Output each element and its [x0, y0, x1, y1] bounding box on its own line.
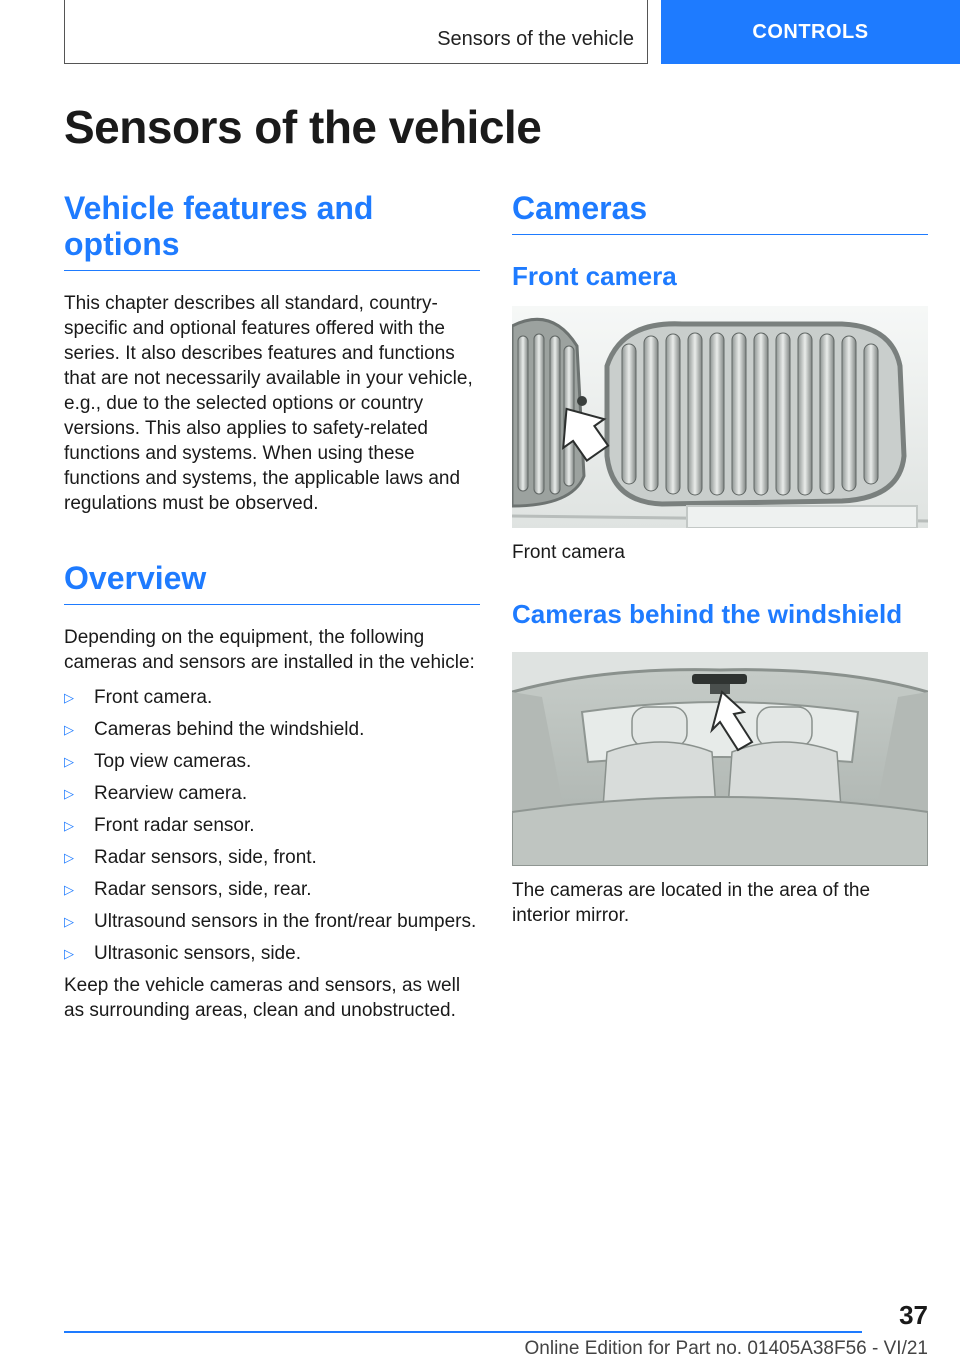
- heading-front-camera: Front camera: [512, 261, 677, 291]
- heading-cameras-windshield: Cameras behind the windshield: [512, 599, 903, 629]
- triangle-bullet-icon: ▷: [64, 850, 74, 865]
- car-interior-drawing: [512, 652, 928, 866]
- heading-cameras: Cameras: [512, 190, 928, 235]
- windshield-camera-illustration: [512, 652, 928, 866]
- heading-vehicle-features: Vehicle features and options: [64, 190, 480, 271]
- triangle-bullet-icon: ▷: [64, 786, 74, 801]
- page-title: Sensors of the vehicle: [64, 101, 542, 153]
- features-paragraph: This chapter describes all standard, country-specific and optional features offered with the series. It also describes features and functions that are not necessarily available in your vehicle, e.g., due to the selected options or country versions. This also applies to safety-related functions and systems. When using these functions and systems, the applicable laws and regulations must be observed.: [64, 293, 473, 514]
- list-item: ▷ Ultrasound sensors in the front/rear bumpers.: [64, 911, 477, 932]
- list-item: ▷ Radar sensors, side, front.: [64, 847, 317, 868]
- footer-divider: [64, 1331, 862, 1333]
- list-item: ▷ Top view cameras.: [64, 751, 252, 772]
- page-number: 37: [899, 1300, 928, 1330]
- list-item: ▷ Front camera.: [64, 687, 213, 708]
- windshield-caption: The cameras are located in the area of the interior mirror.: [512, 880, 871, 926]
- list-item: ▷ Rearview camera.: [64, 783, 248, 804]
- triangle-bullet-icon: ▷: [64, 722, 74, 737]
- header-section-title: Sensors of the vehicle: [437, 28, 634, 50]
- list-item: ▷ Radar sensors, side, rear.: [64, 879, 312, 900]
- front-camera-illustration: [512, 306, 928, 528]
- list-item: ▷ Cameras behind the windshield.: [64, 719, 365, 740]
- right-column: [512, 190, 928, 928]
- overview-footer-paragraph: Keep the vehicle cameras and sensors, as well as surrounding areas, clean and unobstructed.: [64, 975, 461, 1021]
- front-camera-caption: Front camera: [512, 542, 625, 563]
- list-item: ▷ Front radar sensor.: [64, 815, 255, 836]
- list-item: ▷ Ultrasonic sensors, side.: [64, 943, 301, 964]
- triangle-bullet-icon: ▷: [64, 914, 74, 929]
- front-grille-drawing: [512, 306, 928, 528]
- heading-overview: Overview: [64, 560, 480, 605]
- left-column: [64, 190, 480, 1023]
- sensor-list: [64, 685, 480, 966]
- triangle-bullet-icon: ▷: [64, 690, 74, 705]
- footer-edition-text: Online Edition for Part no. 01405A38F56 - VI/21: [524, 1338, 928, 1359]
- triangle-bullet-icon: ▷: [64, 946, 74, 961]
- header-tab-controls[interactable]: CONTROLS: [661, 0, 960, 64]
- overview-intro: Depending on the equipment, the following cameras and sensors are installed in the vehicle:: [64, 627, 475, 673]
- triangle-bullet-icon: ▷: [64, 754, 74, 769]
- triangle-bullet-icon: ▷: [64, 818, 74, 833]
- triangle-bullet-icon: ▷: [64, 882, 74, 897]
